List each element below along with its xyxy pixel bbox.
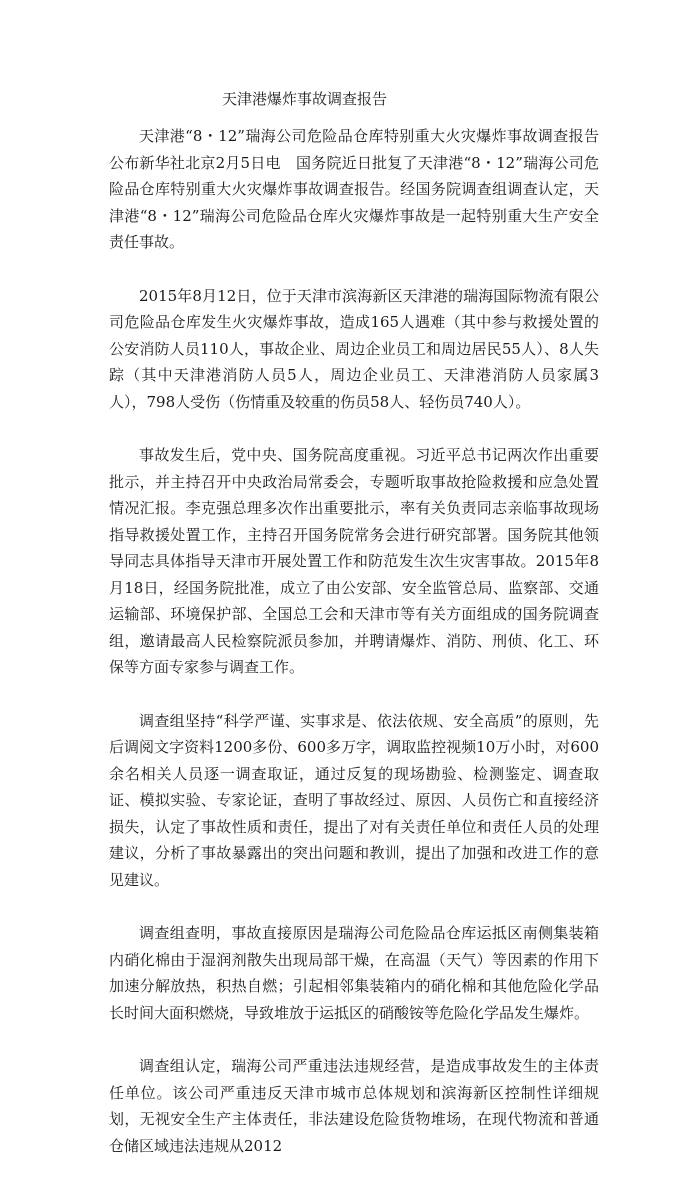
document-title: 天津港爆炸事故调查报告 [222,90,388,108]
paragraph-investigation-process: 调查组坚持“科学严谨、实事求是、依法依规、安全高质”的原则，先后调阅文字资料1200多份、600多万字，调取监控视频10万小时，对600余名相关人员逐一调查取证，通过反复的现场勘验、检测鉴定、调查取证、模拟实验、专家论证，查明了事故经过、原因、人员伤亡和直接经济损失，认定了事故性质和责任，提出了对有关责任单位和责任人员的处理建议，分析了事故暴露出的突出问题和教训，提出了加强和改进工作的意见建议。 [109,711,599,889]
paragraph-report-announcement: 天津港“8・12”瑞海公司危险品仓库特别重大火灾爆炸事故调查报告公布新华社北京2月5日电 国务院近日批复了天津港“8・12”瑞海公司危险品仓库特别重大火灾爆炸事故调查报告。经国务院调查组调查认定，天津港“8・12”瑞海公司危险品仓库火灾爆炸事故是一起特别重大生产安全责任事故。 [109,127,599,251]
document-body [109,123,599,1186]
paragraph-central-response: 事故发生后，党中央、国务院高度重视。习近平总书记两次作出重要批示，并主持召开中央政治局常委会，专题听取事故抢险救援和应急处置情况汇报。李克强总理多次作出重要批示，率有关负责同志亲临事故现场指导救援处置工作，主持召开国务院常务会进行研究部署。国务院其他领导同志具体指导天津市开展处置工作和防范发生次生灾害事故。2015年8月18日，经国务院批准，成立了由公安部、安全监管总局、监察部、交通运输部、环境保护部、全国总工会和天津市等有关方面组成的国务院调查组，邀请最高人民检察院派员参加，并聘请爆炸、消防、刑侦、化工、环保等方面专家参与调查工作。 [109,446,599,676]
paragraph-direct-cause: 调查组查明，事故直接原因是瑞海公司危险品仓库运抵区南侧集装箱内硝化棉由于湿润剂散失出现局部干燥，在高温（天气）等因素的作用下加速分解放热，积热自燃；引起相邻集装箱内的硝化棉和其他危险化学品长时间大面积燃烧，导致堆放于运抵区的硝酸铵等危险化学品发生爆炸。 [109,924,599,1022]
paragraph-casualties: 2015年8月12日，位于天津市滨海新区天津港的瑞海国际物流有限公司危险品仓库发生火灾爆炸事故，造成165人遇难（其中参与救援处置的公安消防人员110人，事故企业、周边企业员工和周边居民55人）、8人失踪（其中天津港消防人员5人，周边企业员工、天津港消防人员家属3人），798人受伤（伤情重及较重的伤员58人、轻伤员740人）。 [109,286,599,411]
paragraph-responsibility: 调查组认定，瑞海公司严重违法违规经营，是造成事故发生的主体责任单位。该公司严重违反天津市城市总体规划和滨海新区控制性详细规划，无视安全生产主体责任，非法建设危险货物堆场，在现代物流和普通仓储区域违法违规从2012 [109,1057,599,1155]
